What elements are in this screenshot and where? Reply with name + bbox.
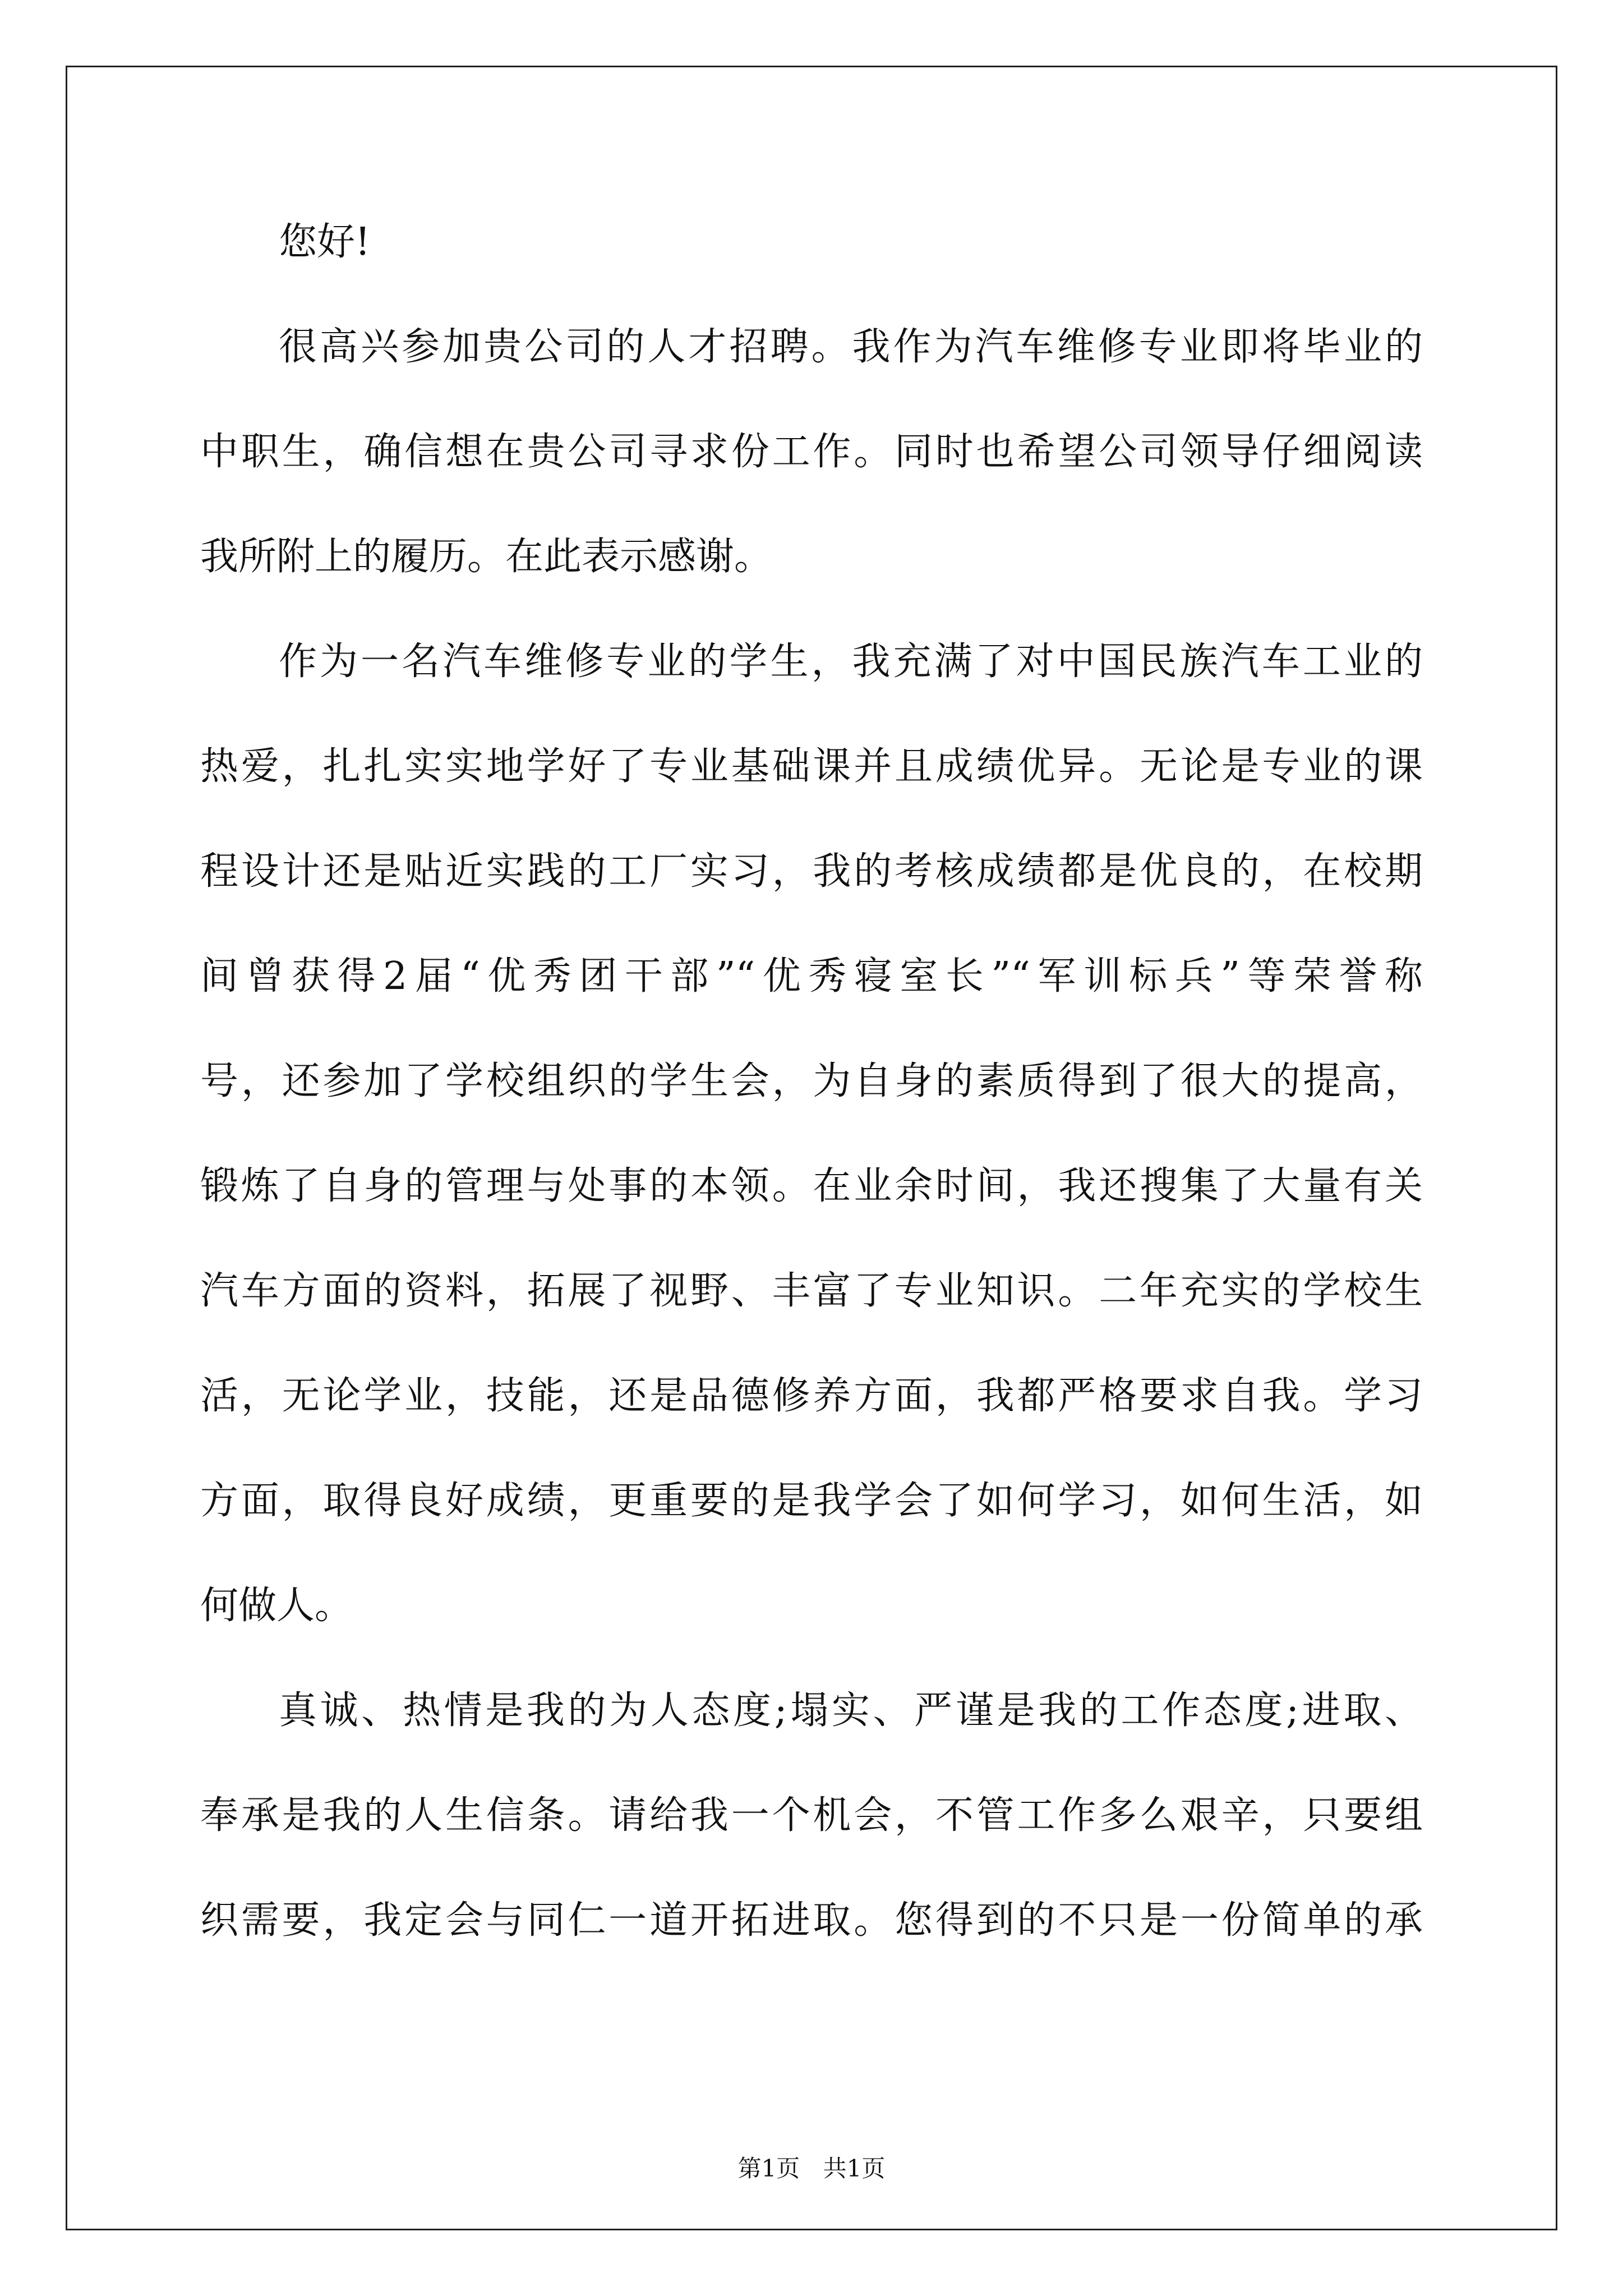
text-line: 作为一名汽车维修专业的学生，我充满了对中国民族汽车工业的: [279, 639, 1423, 684]
page-footer: [0, 2152, 1623, 2185]
text-line: 锻炼了自身的管理与处事的本领。在业余时间，我还搜集了大量有关: [200, 1164, 1423, 1208]
text-line: 很高兴参加贵公司的人才招聘。我作为汽车维修专业即将毕业的: [279, 325, 1423, 369]
letter-body: [200, 190, 1423, 1973]
page-number: 第1页: [737, 2155, 800, 2182]
text-line: 程设计还是贴近实践的工厂实习，我的考核成绩都是优良的，在校期: [200, 849, 1423, 894]
text-line: 何做人。: [200, 1584, 353, 1628]
text-line: 奉承是我的人生信条。请给我一个机会，不管工作多么艰辛，只要组: [200, 1793, 1423, 1838]
text-line: 号，还参加了学校组织的学生会，为自身的素质得到了很大的提高，: [200, 1059, 1423, 1103]
text-line: 真诚、热情是我的为人态度;塌实、严谨是我的工作态度;进取、: [279, 1688, 1423, 1733]
page-total: 共1页: [823, 2155, 886, 2182]
text-line: 织需要，我定会与同仁一道开拓进取。您得到的不只是一份简单的承: [200, 1898, 1423, 1943]
text-line: 方面，取得良好成绩，更重要的是我学会了如何学习，如何生活，如: [200, 1479, 1423, 1523]
text-line: 汽车方面的资料，拓展了视野、丰富了专业知识。二年充实的学校生: [200, 1269, 1423, 1313]
text-line: 我所附上的履历。在此表示感谢。: [200, 535, 773, 579]
text-line: 间曾获得2届“优秀团干部”“优秀寝室长”“军训标兵”等荣誉称: [200, 954, 1423, 999]
text-line: 中职生，确信想在贵公司寻求份工作。同时也希望公司领导仔细阅读: [200, 430, 1423, 474]
text-line: 活，无论学业，技能，还是品德修养方面，我都严格要求自我。学习: [200, 1374, 1423, 1418]
text-line: 热爱，扎扎实实地学好了专业基础课并且成绩优异。无论是专业的课: [200, 744, 1423, 789]
text-line: 您好!: [279, 220, 371, 264]
